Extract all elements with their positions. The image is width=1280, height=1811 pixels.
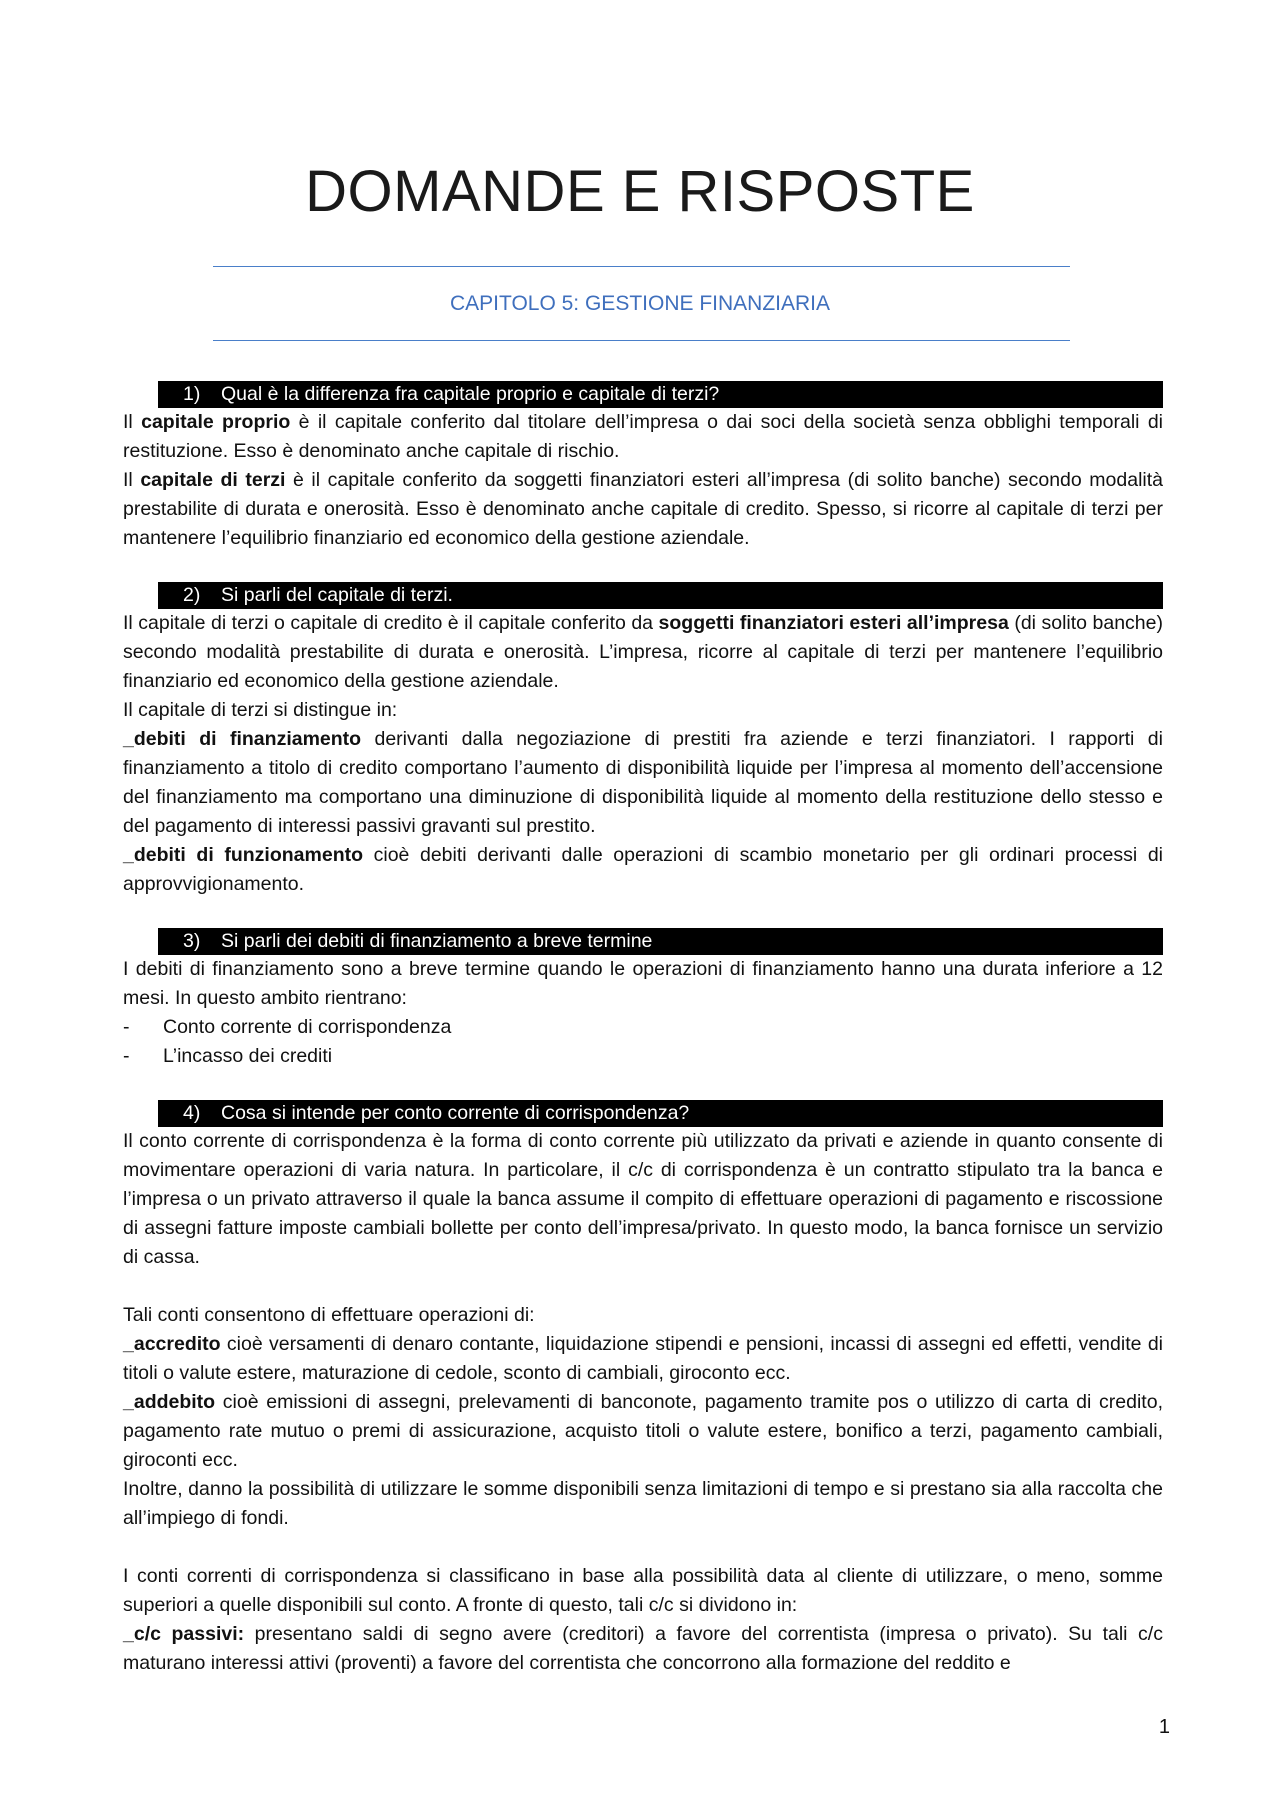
question-number: 1) [183,383,201,405]
question-text: Qual è la differenza fra capitale proprio e capitale di terzi? [221,383,720,405]
answer-paragraph: Inoltre, danno la possibilità di utilizzare le somme disponibili senza limitazioni di tempo e si prestano sia alla raccolta che all’impiego di fondi. [123,1478,1163,1529]
answer-paragraph: I debiti di finanziamento sono a breve termine quando le operazioni di finanziamento hanno una durata inferiore a 12 mesi. In questo ambito rientrano: [123,958,1163,1009]
bold-term: _addebito [123,1391,216,1413]
question-heading [158,1100,1163,1127]
answer-paragraph: Il capitale di terzi è il capitale conferito da soggetti finanziatori esteri all’impresa (di solito banche) secondo modalità prestabilite di durata e onerosità. Esso è denominato anche capitale di credito. Spesso, si ricorre al capitale di terzi per mantenere l’equilibrio finanziario ed economico della gestione aziendale. [123,469,1163,549]
question-heading [158,381,1163,408]
question-number: 4) [183,1102,201,1124]
answer-paragraph: Tali conti consentono di effettuare operazioni di: [123,1304,535,1326]
question-text: Cosa si intende per conto corrente di corrispondenza? [221,1102,690,1124]
top-divider [213,266,1070,267]
document-body [123,381,1163,1678]
answer-paragraph: _addebito cioè emissioni di assegni, prelevamenti di banconote, pagamento tramite pos o utilizzo di carta di credito, pagamento rate mutuo o premi di assicurazione, acquisto titoli o valute estere, bonifico a terzi, pagamento cambiali, giroconti ecc. [123,1391,1163,1471]
answer-paragraph: Il capitale di terzi o capitale di credito è il capitale conferito da soggetti finanziatori esteri all’impresa (di solito banche) secondo modalità prestabilite di durata e onerosità. L’impresa, ricorre al capitale di terzi per mantenere l’equilibrio finanziario ed economico della gestione aziendale. [123,612,1163,692]
list-bullet: - [123,1045,130,1067]
list-item [123,1042,1163,1071]
bottom-divider [213,340,1070,341]
bold-term: soggetti finanziatori esteri all’impresa [658,612,1009,634]
answer-paragraph: Il capitale di terzi si distingue in: [123,699,398,721]
list-item-text: L’incasso dei crediti [163,1045,333,1067]
question-heading [158,928,1163,955]
answer-paragraph: Il conto corrente di corrispondenza è la forma di conto corrente più utilizzato da privati e aziende in quanto consente di movimentare operazioni di varia natura. In particolare, il c/c di corrispondenza è un contratto stipulato tra la banca e l’impresa o un privato attraverso il quale la banca assume il compito di effettuare operazioni di pagamento e riscossione di assegni fatture imposte cambiali bollette per conto dell’impresa/privato. In questo modo, la banca fornisce un servizio di cassa. [123,1130,1163,1268]
question-number: 3) [183,930,201,952]
question-number: 2) [183,584,201,606]
answer-paragraph: I conti correnti di corrispondenza si classificano in base alla possibilità data al cliente di utilizzare, o meno, somme superiori a quelle disponibili sul conto. A fronte di questo, tali c/c si dividono in: [123,1565,1163,1616]
answer-paragraph: _accredito cioè versamenti di denaro contante, liquidazione stipendi e pensioni, incassi di assegni ed effetti, vendite di titoli o valute estere, maturazione di cedole, sconto di cambiali, giroconto ecc. [123,1333,1163,1384]
answer-paragraph: Il capitale proprio è il capitale conferito dal titolare dell’impresa o dai soci della società senza obblighi temporali di restituzione. Esso è denominato anche capitale di rischio. [123,411,1163,462]
answer-paragraph: _c/c passivi: presentano saldi di segno avere (creditori) a favore del correntista (impresa o privato). Su tali c/c maturano interessi attivi (proventi) a favore del correntista che concorrono alla formazione del reddito e [123,1623,1163,1674]
list-bullet: - [123,1016,130,1038]
bold-term: _debiti di funzionamento [123,844,364,866]
bold-term: capitale proprio [141,411,291,433]
bold-term: capitale di terzi [140,469,286,491]
bold-term: _debiti di finanziamento [123,728,362,750]
list-item-text: Conto corrente di corrispondenza [163,1016,452,1038]
question-heading [158,582,1163,609]
page-title: DOMANDE E RISPOSTE [305,159,975,224]
answer-paragraph: _debiti di funzionamento cioè debiti derivanti dalle operazioni di scambio monetario per gli ordinari processi di approvvigionamento. [123,844,1163,895]
question-text: Si parli del capitale di terzi. [221,584,453,606]
bold-term: _accredito [123,1333,221,1355]
question-text: Si parli dei debiti di finanziamento a breve termine [221,930,653,952]
chapter-subtitle: CAPITOLO 5: GESTIONE FINANZIARIA [449,292,831,315]
answer-paragraph: _debiti di finanziamento derivanti dalla negoziazione di prestiti fra aziende e terzi finanziatori. I rapporti di finanziamento a titolo di credito comportano l’aumento di disponibilità liquide per l’impresa al momento dell’accensione del finanziamento ma comportano una diminuzione di disponibilità liquide al momento della restituzione dello stesso e del pagamento di interessi passivi gravanti sul prestito. [123,728,1163,837]
page-number: 1 [1158,1716,1170,1738]
bold-term: _c/c passivi: [123,1623,245,1645]
list-item [123,1013,1163,1042]
